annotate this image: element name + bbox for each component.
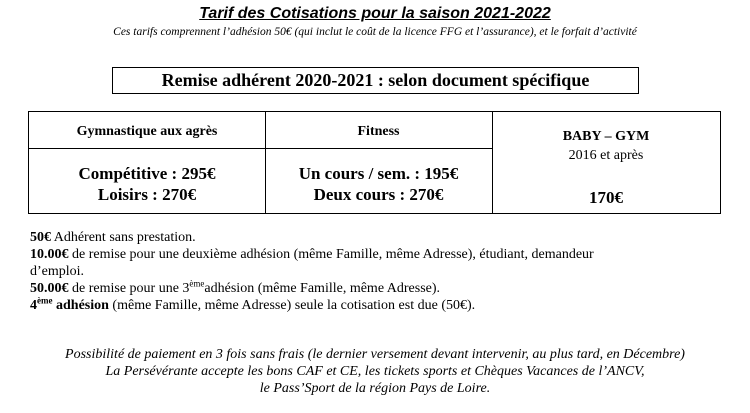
fitness-one-course-price: Un cours / sem. : 195€ — [298, 164, 459, 183]
note-text: de remise pour une 3 — [68, 281, 190, 296]
note-text: adhésion (même Famille, même Adresse). — [204, 281, 441, 296]
gym-header: Gymnastique aux agrès — [76, 124, 218, 139]
note-line — [30, 246, 730, 263]
fitness-two-courses-price: Deux cours : 270€ — [313, 185, 444, 204]
footer-line: le Pass’Sport de la région Pays de Loire. — [259, 381, 491, 396]
note-line — [30, 280, 730, 297]
note-amount: 50.00€ — [30, 281, 69, 296]
note-text: de remise pour une deuxième adhésion (même Famille, même Adresse), étudiant, demandeur — [68, 247, 594, 262]
baby-gym-age: 2016 et après — [568, 148, 644, 163]
page-title: Tarif des Cotisations pour la saison 2021-2022 — [199, 5, 551, 22]
note-line — [30, 297, 730, 314]
gym-leisure-price: Loisirs : 270€ — [97, 185, 197, 204]
remise-box: Remise adhérent 2020-2021 : selon document spécifique — [112, 67, 639, 94]
fitness-header: Fitness — [357, 124, 400, 139]
baby-gym-header: BABY – GYM — [562, 129, 650, 144]
note-text: (même Famille, même Adresse) seule la cotisation est due (50€). — [108, 298, 476, 313]
baby-gym-price: 170€ — [589, 188, 623, 207]
gym-competitive-price: Compétitive : 295€ — [78, 164, 216, 183]
note-text: Adhérent sans prestation. — [51, 230, 196, 245]
notes — [30, 229, 730, 314]
footer-line: Possibilité de paiement en 3 fois sans frais (le dernier versement devant intervenir, au plus tard, en Décembre) — [65, 347, 685, 362]
footer — [0, 346, 750, 397]
note-amount: 4 — [30, 298, 37, 313]
tariff-table — [28, 111, 721, 214]
note-text: d’emploi. — [30, 264, 85, 279]
header-divider — [29, 148, 492, 149]
note-amount: 50€ — [30, 230, 51, 245]
page-subtitle: Ces tarifs comprennent l’adhésion 50€ (qui inclut le coût de la licence FFG et l’assurance), et le forfait d’activité — [113, 26, 637, 38]
footer-line: La Persévérante accepte les bons CAF et CE, les tickets sports et Chèques Vacances de l’ANCV, — [105, 364, 645, 379]
note-line — [30, 263, 730, 280]
note-superscript: ème — [189, 278, 205, 289]
note-superscript: ème — [37, 295, 53, 306]
note-line — [30, 229, 730, 246]
note-emphasis: adhésion — [52, 298, 109, 313]
note-amount: 10.00€ — [30, 247, 69, 262]
